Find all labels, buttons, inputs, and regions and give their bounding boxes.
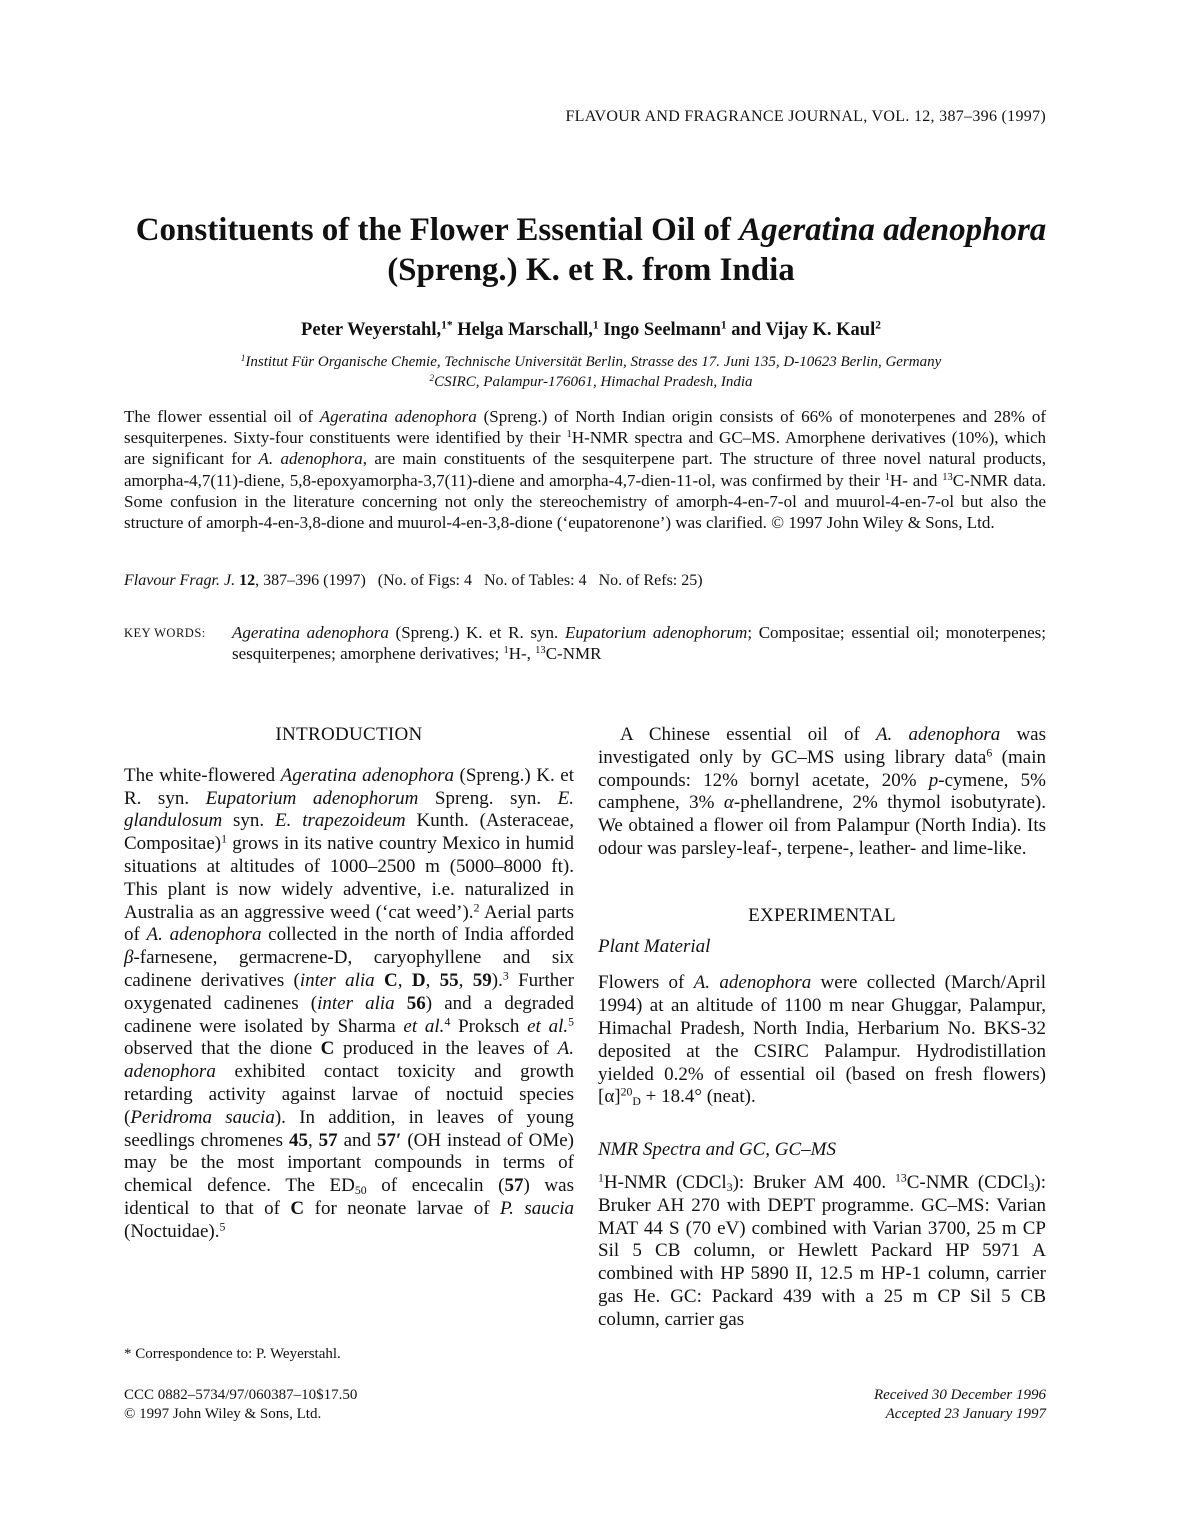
title-species: Ageratina adenophora — [739, 212, 1047, 248]
introduction-paragraph: The white-flowered Ageratina adenophora (Spreng.) K. et R. syn. Eupatorium adenophorum Spreng. syn. E. glandulosum syn. E. trapezoideum Kunth. (Asteraceae, Compositae)$^1$ grows in its native country Mexico in humid situations at altitudes of 1000–2500 m (5000–8000 ft). This plant is now widely adventive, i.e. naturalized in Australia as an aggressive weed (‘cat weed’).$^2$ Aerial parts of A. adenophora collected in the north of India afforded β-farnesene, germacrene-D, caryophyllene and six cadinene derivatives (inter alia C, D, 55, 59).$^3$ Further oxygenated cadinenes (inter alia 56) and a degraded cadinene were isolated by Sharma et al.$^4$ Proksch et al.$^5$ observed that the dione C produced in the leaves of A. adenophora exhibited contact toxicity and growth retarding activity against larvae of noctuid species (Peridroma saucia). In addition, in leaves of young seedlings chromenes 45, 57 and 57′ (OH instead of OMe) may be the most important compounds in terms of chemical defence. The $ED_{50}$ of encecalin (57) was identical to that of C for neonate larvae of P. saucia (Noctuidae).$^5$ — [124, 764, 575, 1242]
ccc-block — [124, 1386, 357, 1424]
abstract-superscript: 1 — [566, 429, 572, 441]
left-column — [124, 724, 574, 1244]
affiliation-2 — [100, 372, 1082, 392]
author-3: Ingo Seelmann — [603, 320, 721, 340]
keywords-label: KEY WORDS: — [124, 626, 206, 640]
abstract-text: C-NMR data. Some confusion in the literature concerning not only the stereochemistry of amorph-4-en-7-ol and muurol-4-en-7-ol but also the structure of amorph-4-en-3,8-dione and muurol-4-en-3,8-dione (‘eupatorenone’) was clarified. © 1997 John Wiley & Sons, Ltd. — [124, 470, 1046, 533]
abstract-species: A. adenophora — [258, 449, 363, 469]
keyword-superscript: 1 — [503, 645, 509, 657]
affiliation-1-mark: 1 — [240, 353, 246, 364]
abstract-text: (Spreng.) of North Indian origin consists of 66% of monoterpenes and 28% of sesquiterpenes. Sixty-four constituents were identified by their — [124, 407, 1046, 448]
abstract-text: H-NMR spectra and GC–MS. Amorphene derivatives (10%), which are significant for — [124, 428, 1047, 469]
author-2-mark: 1 — [592, 319, 599, 332]
citation-figs: (No. of Figs: 4 — [377, 572, 472, 589]
title-plain: Constituents of the Flower Essential Oil of — [135, 212, 740, 248]
keyword-species: Ageratina adenophora — [232, 623, 389, 642]
keyword-superscript: 13 — [535, 645, 546, 657]
paper-title — [100, 210, 1082, 290]
citation-journal: Flavour Fragr. J. — [124, 572, 236, 589]
keyword-text: C-NMR — [545, 644, 602, 663]
received-date: Received 30 December 1996 — [873, 1387, 1046, 1403]
nmr-paragraph: $^1$H-NMR (CDCl$_3$): Bruker AM 400. $^{13}$C-NMR (CDCl$_3$): Bruker AH 270 with DEPT programme. GC–MS: Varian MAT 44 S (70 eV) combined with Varian 3700, 25 m CP Sil 5 CB column, or Hewlett Packard HP 5971 A combined with HP 5890 II, 12.5 m HP-1 column, carrier gas He. GC: Packard 439 with a 25 m CP Sil 5 CB column, carrier gas — [598, 1171, 1046, 1330]
keyword-text: (Spreng.) K. et R. syn. — [388, 623, 565, 642]
nmr-heading: NMR Spectra and GC, GC–MS — [598, 1139, 837, 1161]
introduction-heading: INTRODUCTION — [275, 724, 423, 745]
title-line2: (Spreng.) K. et R. from India — [387, 252, 795, 288]
author-4-mark: 2 — [875, 319, 881, 332]
correspondence-footnote: * Correspondence to: P. Weyerstahl. — [124, 1346, 341, 1362]
plant-material-heading: Plant Material — [598, 935, 711, 957]
keyword-text: H-, — [508, 644, 536, 663]
chinese-oil-paragraph: A Chinese essential oil of A. adenophora was investigated only by GC–MS using library data$^6$ (main compounds: 12% bornyl acetate, 20% p-cymene, 5% camphene, 3% α-phellandrene, 2% thymol isobutyrate). We obtained a flower oil from Palampur (North India). Its odour was parsley-leaf-, terpene-, leather- and lime-like. — [598, 724, 1047, 859]
author-4: and Vijay K. Kaul — [731, 320, 876, 340]
citation-tables: No. of Tables: 4 — [484, 572, 587, 589]
author-1: Peter Weyerstahl, — [301, 320, 442, 340]
abstract-species: Ageratina adenophora — [319, 407, 477, 426]
affiliation-1-text: Institut Für Organische Chemie, Technische Universität Berlin, Strasse des 17. Juni 135, D-10623 Berlin, Germany — [245, 354, 942, 370]
abstract-text: H- and — [889, 470, 943, 490]
abstract-text: , are main constituents of the sesquiterpene part. The structure of three novel natural products, amorpha-4,7(11)-diene, 5,8-epoxyamorpha-3,7(11)-diene and amorpha-4,7-dien-11-ol, was confirmed by their — [124, 449, 1046, 490]
affiliation-1 — [100, 352, 1082, 372]
author-2: Helga Marschall, — [457, 320, 593, 340]
author-1-mark: 1* — [441, 319, 453, 332]
abstract-superscript: 1 — [884, 471, 890, 483]
experimental-heading: EXPERIMENTAL — [748, 904, 896, 926]
dates-block — [874, 1386, 1046, 1424]
citation-volume: 12 — [239, 572, 256, 589]
copyright: © 1997 John Wiley & Sons, Ltd. — [124, 1406, 322, 1422]
journal-header: FLAVOUR AND FRAGRANCE JOURNAL, VOL. 12, 387–396 (1997) — [565, 108, 1046, 125]
plant-material-paragraph: Flowers of A. adenophora were collected (March/April 1994) at an altitude of 1100 m near Ghuggar, Palampur, Himachal Pradesh, North India, Herbarium No. BKS-32 deposited at the CSIRC Palampur. Hydrodistillation yielded 0.2% of essential oil (based on fresh flowers) $[\alpha]^{20}_D + 18.4^\circ$ (neat). — [598, 972, 1046, 1109]
keywords — [124, 622, 1046, 664]
abstract-text: The flower essential oil of — [124, 407, 320, 426]
affiliations — [100, 352, 1082, 392]
keywords-text — [232, 622, 1046, 664]
author-list — [100, 320, 1082, 341]
accepted-date: Accepted 23 January 1997 — [885, 1406, 1046, 1422]
author-3-mark: 1 — [720, 319, 727, 332]
abstract-superscript: 13 — [942, 471, 953, 483]
right-column — [598, 724, 1046, 1332]
keyword-text: ; Compositae; essential oil; monoterpenes; sesquiterpenes; amorphene derivatives; — [232, 623, 1047, 663]
citation-line — [124, 572, 1046, 590]
citation-refs: No. of Refs: 25) — [598, 572, 703, 589]
citation-pages: , 387–396 (1997) — [255, 572, 366, 589]
abstract — [124, 406, 1046, 533]
ccc-code: CCC 0882–5734/97/060387–10$17.50 — [124, 1387, 358, 1403]
affiliation-2-text: CSIRC, Palampur-176061, Himachal Pradesh, India — [434, 374, 753, 390]
affiliation-2-mark: 2 — [429, 373, 435, 384]
keyword-synonym: Eupatorium adenophorum — [564, 623, 748, 642]
